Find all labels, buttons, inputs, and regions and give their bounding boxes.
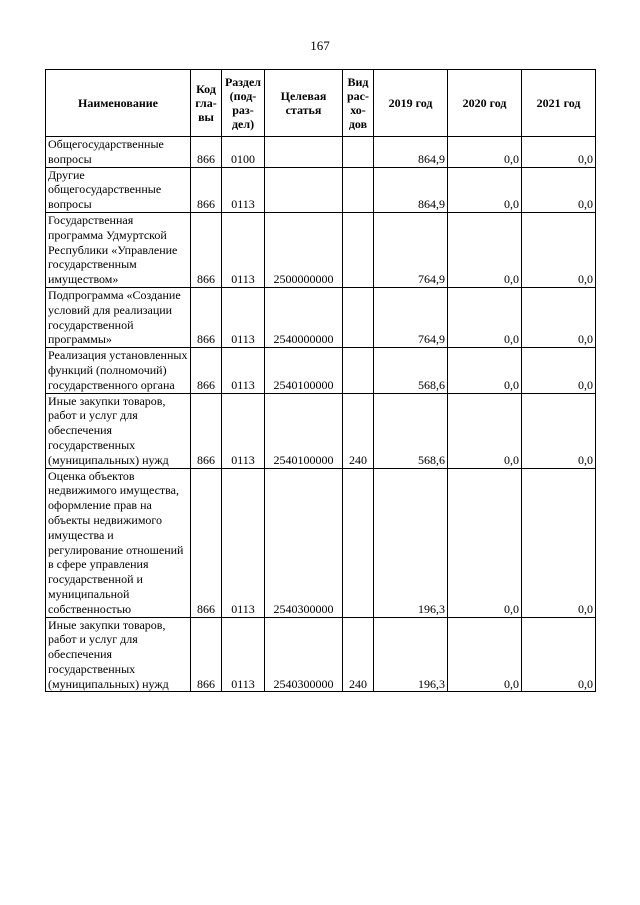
cell-code: 866 [191,348,222,393]
cell-code: 866 [191,212,222,287]
cell-2019: 864,9 [374,137,448,168]
header-target-line: Целевая [280,89,327,103]
cell-2021: 0,0 [522,348,596,393]
header-row [46,70,596,137]
header-name: Наименование [46,70,191,137]
cell-2020: 0,0 [448,617,522,692]
cell-code: 866 [191,167,222,212]
cell-2020: 0,0 [448,167,522,212]
header-code-line: гла- [195,96,217,110]
table-row [46,468,596,617]
cell-name: Подпрограмма «Создание условий для реализации государственной программы» [46,287,191,347]
header-section-line: дел) [231,117,255,131]
budget-table [45,69,596,692]
header-2021: 2021 год [522,70,596,137]
cell-target: 2540100000 [265,393,343,468]
header-type-line: рас- [347,89,369,103]
cell-2019: 196,3 [374,617,448,692]
cell-name: Реализация установленных функций (полномочий) государственного органа [46,348,191,393]
cell-2021: 0,0 [522,212,596,287]
table-row [46,617,596,692]
header-2020: 2020 год [448,70,522,137]
header-section-line: Раздел [224,75,262,89]
cell-target: 2540100000 [265,348,343,393]
cell-2021: 0,0 [522,137,596,168]
header-code [191,70,222,137]
cell-code: 866 [191,468,222,617]
cell-2020: 0,0 [448,393,522,468]
cell-2021: 0,0 [522,468,596,617]
cell-name: Другие общегосударственные вопросы [46,167,191,212]
cell-type [343,137,374,168]
cell-2021: 0,0 [522,617,596,692]
cell-target: 2500000000 [265,212,343,287]
header-code-line: Код [196,82,216,96]
cell-section: 0113 [222,167,265,212]
cell-target: 2540300000 [265,468,343,617]
header-type-line: хо- [350,103,366,117]
cell-2020: 0,0 [448,348,522,393]
cell-2020: 0,0 [448,137,522,168]
cell-code: 866 [191,393,222,468]
header-2019: 2019 год [374,70,448,137]
cell-type: 240 [343,393,374,468]
cell-type [343,212,374,287]
cell-target [265,167,343,212]
table-row [46,137,596,168]
header-type-line: дов [348,117,368,131]
cell-code: 866 [191,617,222,692]
cell-type [343,348,374,393]
cell-2019: 864,9 [374,167,448,212]
header-target-line: статья [285,103,322,117]
table-row [46,348,596,393]
cell-type [343,468,374,617]
cell-name: Государственная программа Удмуртской Республики «Управление государственным имуществом» [46,212,191,287]
header-target [265,70,343,137]
header-code-line: вы [198,110,214,124]
cell-section: 0113 [222,212,265,287]
cell-2020: 0,0 [448,468,522,617]
cell-section: 0113 [222,287,265,347]
cell-section: 0113 [222,393,265,468]
table-row [46,212,596,287]
cell-name: Иные закупки товаров, работ и услуг для обеспечения государственных (муниципальных) нужд [46,393,191,468]
table-row [46,393,596,468]
cell-name: Общегосударственные вопросы [46,137,191,168]
page-number: 167 [310,38,330,53]
header-type-line: Вид [347,75,369,89]
cell-type [343,167,374,212]
cell-target [265,137,343,168]
cell-name: Иные закупки товаров, работ и услуг для обеспечения государственных (муниципальных) нужд [46,617,191,692]
cell-2019: 568,6 [374,348,448,393]
cell-2021: 0,0 [522,393,596,468]
cell-code: 866 [191,137,222,168]
cell-2019: 196,3 [374,468,448,617]
cell-section: 0113 [222,348,265,393]
cell-section: 0113 [222,468,265,617]
cell-2019: 568,6 [374,393,448,468]
cell-section: 0113 [222,617,265,692]
table-row [46,287,596,347]
cell-code: 866 [191,287,222,347]
header-section-line: (под- [229,89,257,103]
cell-2021: 0,0 [522,287,596,347]
cell-target: 2540000000 [265,287,343,347]
cell-2020: 0,0 [448,287,522,347]
header-type [343,70,374,137]
header-section [222,70,265,137]
header-section-line: раз- [232,103,254,117]
cell-2020: 0,0 [448,212,522,287]
cell-name: Оценка объектов недвижимого имущества, оформление прав на объекты недвижимого имущества и регулирование отношений в сфере управления государственной и муниципальной собственностью [46,468,191,617]
cell-target: 2540300000 [265,617,343,692]
cell-type [343,287,374,347]
cell-2019: 764,9 [374,212,448,287]
table-row [46,167,596,212]
cell-section: 0100 [222,137,265,168]
cell-2021: 0,0 [522,167,596,212]
cell-2019: 764,9 [374,287,448,347]
cell-type: 240 [343,617,374,692]
